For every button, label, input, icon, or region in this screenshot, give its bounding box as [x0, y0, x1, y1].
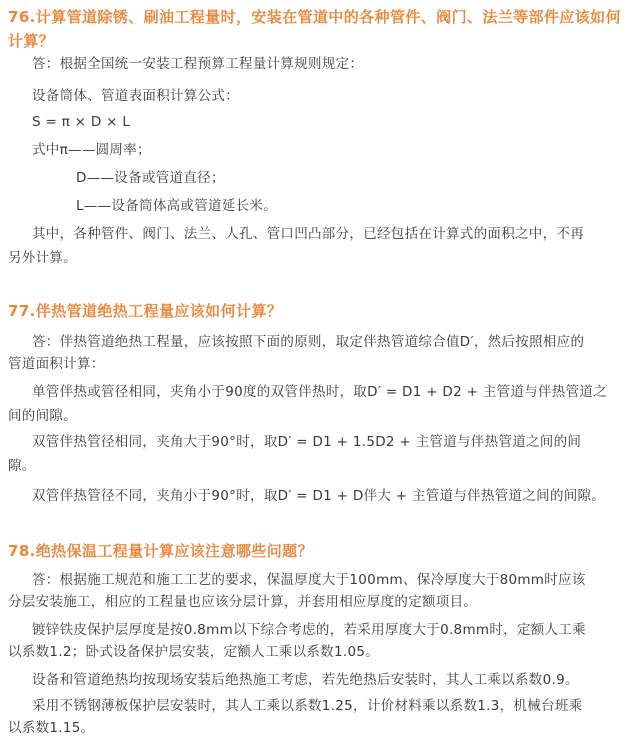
paragraph-4-line-1: 采用不锈钢薄板保护层安装时，其人工乘以系数1.25，计价材料乘以系数1.3，机械台班乘 — [32, 698, 583, 714]
question-77-title: 77.伴热管道绝热工程量应该如何计算？ — [8, 302, 283, 320]
paragraph-4-line-2: 以系数1.15。 — [8, 720, 95, 736]
case-3-line-1: 双管伴热管径不同，夹角小于90°时，取D′ = D1 + D伴大 + 主管道与伴热管道之间的间隙。 — [32, 488, 606, 504]
case-2-line-2: 隙。 — [8, 458, 36, 474]
question-77-answer-line-1: 答：伴热管道绝热工程量，应该按照下面的原则，取定伴热管道综合值D′，然后按照相应的 — [32, 334, 585, 350]
question-76-title-line-1: 76.计算管道除锈、刷油工程量时，安装在管道中的各种管件、阀门、法兰等部件应该如何 — [8, 8, 621, 26]
formula: S = π × D × L — [32, 114, 131, 130]
question-76-title-line-2: 计算？ — [8, 32, 55, 50]
case-1-line-2: 间的间隙。 — [8, 408, 77, 424]
question-76-note-line-1: 其中，各种管件、阀门、法兰、人孔、管口凹凸部分，已经包括在计算式的面积之中，不再 — [32, 226, 584, 242]
case-2-line-1: 双管伴热管径相同，夹角大于90°时，取D′ = D1 + 1.5D2 + 主管道与伴热管道之间的间 — [32, 434, 582, 450]
case-1-line-1: 单管伴热或管径相同，夹角小于90度的双管伴热时，取D′ = D1 + D2 + 主管道与伴热管道之 — [32, 384, 607, 400]
question-76-note-line-2: 另外计算。 — [8, 250, 77, 266]
formula-intro: 设备筒体、管道表面积计算公式： — [32, 88, 239, 104]
question-77-answer-line-2: 管道面积计算： — [8, 356, 105, 372]
formula-where-l: L——设备筒体高或管道延长米。 — [76, 198, 278, 214]
paragraph-2-line-1: 镀锌铁皮保护层厚度是按0.8mm以下综合考虑的，若采用厚度大于0.8mm时，定额人工乘 — [32, 622, 586, 638]
question-76-answer: 答：根据全国统一安装工程预算工程量计算规则规定： — [32, 56, 364, 72]
formula-where-d: D——设备或管道直径； — [76, 170, 225, 186]
formula-where-pi: 式中π——圆周率； — [32, 142, 151, 158]
question-78-answer-line-1: 答：根据施工规范和施工工艺的要求，保温厚度大于100mm、保冷厚度大于80mm时应该 — [32, 572, 586, 588]
question-78-title: 78.绝热保温工程量计算应该注意哪些问题？ — [8, 542, 313, 560]
question-78-answer-line-2: 分层安装施工，相应的工程量也应该分层计算，并套用相应厚度的定额项目。 — [8, 594, 478, 610]
paragraph-2-line-2: 以系数1.2；卧式设备保护层安装，定额人工乘以系数1.05。 — [8, 644, 380, 660]
paragraph-3-line-1: 设备和管道绝热均按现场安装后绝热施工考虑，若先绝热后安装时，其人工乘以系数0.9。 — [32, 672, 579, 688]
